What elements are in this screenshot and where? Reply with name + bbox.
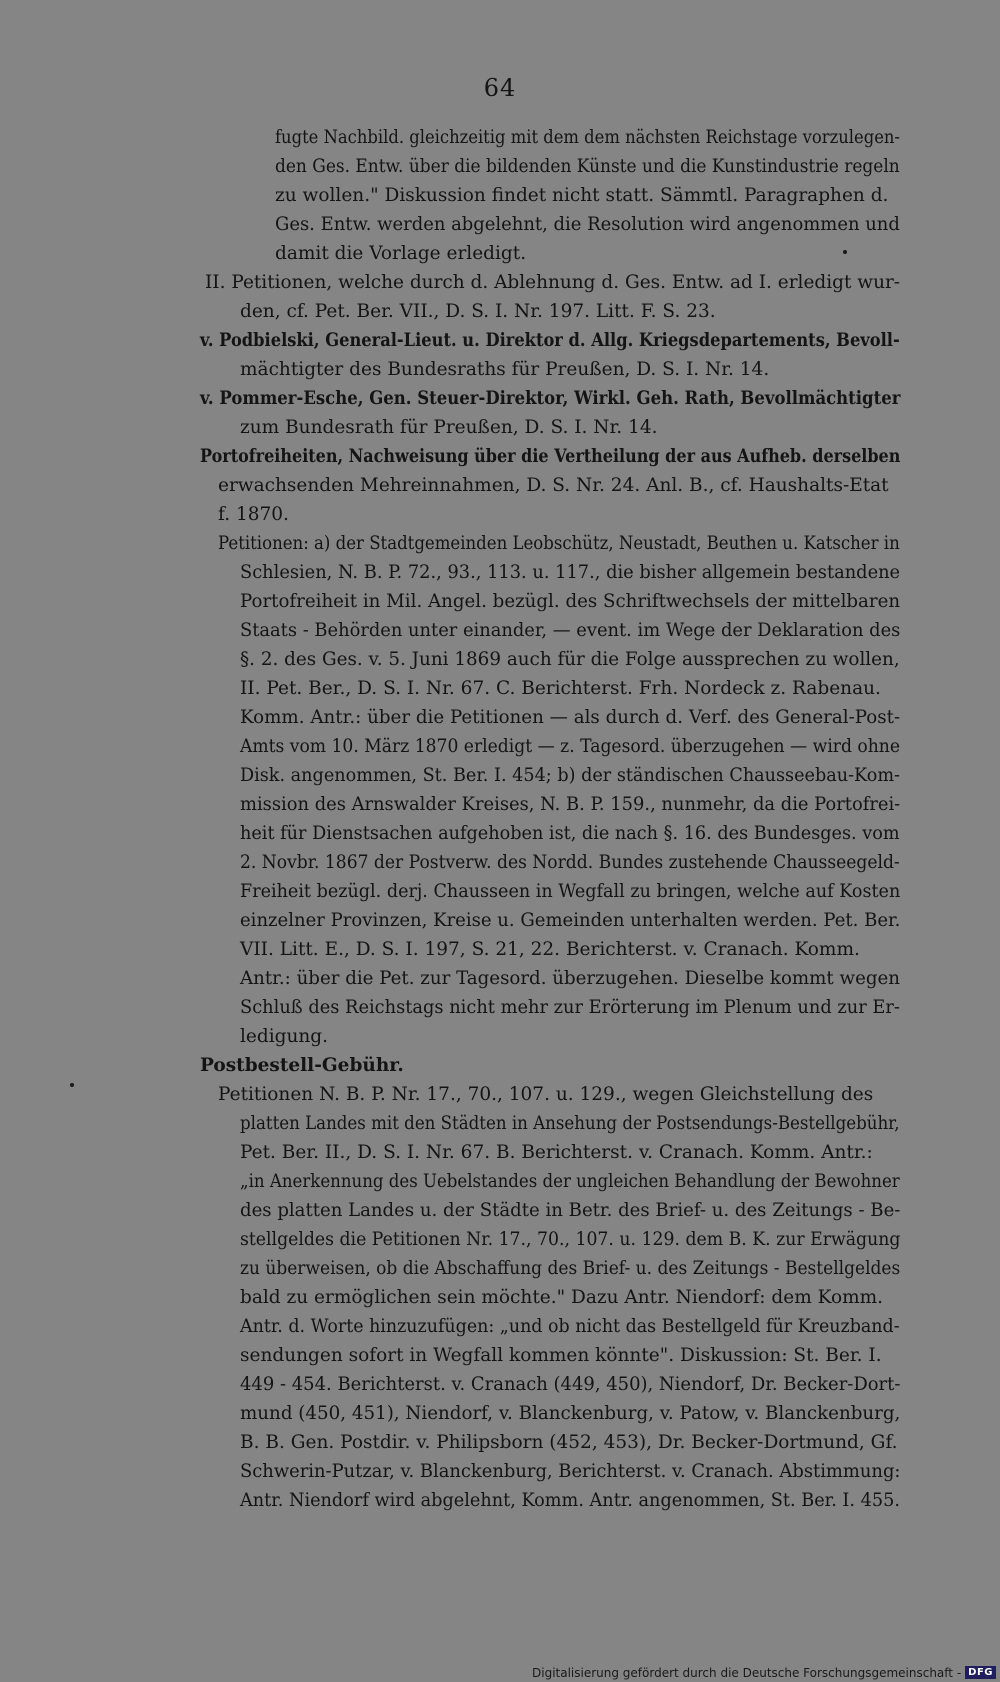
text-line: einzelner Provinzen, Kreise u. Gemeinden unterhalten werden. Pet. Ber. <box>240 910 901 931</box>
text-line: mission des Arnswalder Kreises, N. B. P. 159., nunmehr, da die Portofrei- <box>240 794 901 815</box>
text-line: stellgeldes die Petitionen Nr. 17., 70., 107. u. 129. dem B. K. zur Erwägung <box>240 1229 901 1250</box>
text-line: ledigung. <box>240 1026 329 1047</box>
text-line: erwachsenden Mehreinnahmen, D. S. Nr. 24. Anl. B., cf. Haushalts-Etat <box>218 475 889 496</box>
text-line: den Ges. Entw. über die bildenden Künste und die Kunstindustrie regeln <box>275 156 900 177</box>
text-line: Komm. Antr.: über die Petitionen — als durch d. Verf. des General-Post- <box>240 707 901 728</box>
text-line: zu wollen." Diskussion findet nicht statt. Sämmtl. Paragraphen d. <box>275 185 889 206</box>
text-line: „in Anerkennung des Uebelstandes der ungleichen Behandlung der Bewohner <box>240 1171 900 1192</box>
text-line: VII. Litt. E., D. S. I. 197, S. 21, 22. Berichterst. v. Cranach. Komm. <box>240 939 860 960</box>
dfg-logo-icon: DFG <box>965 1666 996 1679</box>
text-line: platten Landes mit den Städten in Ansehung der Postsendungs-Bestellgebühr, <box>240 1113 900 1134</box>
text-line: II. Petitionen, welche durch d. Ablehnung d. Ges. Entw. ad I. erledigt wur- <box>205 272 901 293</box>
text-line: 449 - 454. Berichterst. v. Cranach (449, 450), Niendorf, Dr. Becker-Dort- <box>240 1374 901 1395</box>
scan-speck <box>70 1083 74 1087</box>
text-line: Schluß des Reichstags nicht mehr zur Erörterung im Plenum und zur Er- <box>240 997 900 1018</box>
text-line: sendungen sofort in Wegfall kommen könnte". Diskussion: St. Ber. I. <box>240 1345 882 1366</box>
text-line: Petitionen N. B. P. Nr. 17., 70., 107. u. 129., wegen Gleichstellung des <box>218 1084 874 1105</box>
text-line: Staats - Behörden unter einander, — event. im Wege der Deklaration des <box>240 620 901 641</box>
text-line: II. Pet. Ber., D. S. I. Nr. 67. C. Berichterst. Frh. Nordeck z. Rabenau. <box>240 678 881 699</box>
text-line: Antr. Niendorf wird abgelehnt, Komm. Antr. angenommen, St. Ber. I. 455. <box>240 1490 900 1511</box>
footer-credit-text: Digitalisierung gefördert durch die Deutsche Forschungsgemeinschaft - <box>532 1665 962 1680</box>
text-line: mächtigter des Bundesraths für Preußen, D. S. I. Nr. 14. <box>240 359 770 380</box>
text-line: den, cf. Pet. Ber. VII., D. S. I. Nr. 197. Litt. F. S. 23. <box>240 301 716 322</box>
text-line: Schwerin-Putzar, v. Blanckenburg, Berichterst. v. Cranach. Abstimmung: <box>240 1461 901 1482</box>
digitization-footer <box>532 1663 996 1682</box>
text-line: §. 2. des Ges. v. 5. Juni 1869 auch für die Folge aussprechen zu wollen, <box>240 649 900 670</box>
text-line: Petitionen: a) der Stadtgemeinden Leobschütz, Neustadt, Beuthen u. Katscher in <box>218 533 900 554</box>
text-line: fugte Nachbild. gleichzeitig mit dem dem nächsten Reichstage vorzulegen- <box>275 127 900 148</box>
text-line: heit für Dienstsachen aufgehoben ist, die nach §. 16. des Bundesges. vom <box>240 823 900 844</box>
text-line: Ges. Entw. werden abgelehnt, die Resolution wird angenommen und <box>275 214 900 235</box>
text-line: bald zu ermöglichen sein möchte." Dazu Antr. Niendorf: dem Komm. <box>240 1287 884 1308</box>
text-line: Freiheit bezügl. derj. Chausseen in Wegfall zu bringen, welche auf Kosten <box>240 881 901 902</box>
text-line: f. 1870. <box>218 504 289 525</box>
text-line: mund (450, 451), Niendorf, v. Blanckenburg, v. Patow, v. Blanckenburg, <box>240 1403 901 1424</box>
text-line: Schlesien, N. B. P. 72., 93., 113. u. 117., die bisher allgemein bestandene <box>240 562 901 583</box>
text-line: des platten Landes u. der Städte in Betr. des Brief- u. des Zeitungs - Be- <box>240 1200 901 1221</box>
section-heading: Postbestell-Gebühr. <box>200 1055 404 1076</box>
entry-heading-line: v. Podbielski, General-Lieut. u. Direktor d. Allg. Kriegsdepartements, Bevoll- <box>200 330 900 351</box>
text-line: Amts vom 10. März 1870 erledigt — z. Tagesord. überzugehen — wird ohne <box>240 736 901 757</box>
text-line: Portofreiheit in Mil. Angel. bezügl. des Schriftwechsels der mittelbaren <box>240 591 901 612</box>
text-line: damit die Vorlage erledigt. <box>275 243 527 264</box>
text-line: 2. Novbr. 1867 der Postverw. des Nordd. Bundes zustehende Chausseegeld- <box>240 852 900 873</box>
text-line: Pet. Ber. II., D. S. I. Nr. 67. B. Berichterst. v. Cranach. Komm. Antr.: <box>240 1142 873 1163</box>
text-line: zu überweisen, ob die Abschaffung des Brief- u. des Zeitungs - Bestellgeldes <box>240 1258 901 1279</box>
text-line: Antr. d. Worte hinzuzufügen: „und ob nicht das Bestellgeld für Kreuzband- <box>240 1316 900 1337</box>
scan-speck <box>843 250 847 254</box>
text-line: Antr.: über die Pet. zur Tagesord. überzugehen. Dieselbe kommt wegen <box>240 968 900 989</box>
text-line: B. B. Gen. Postdir. v. Philipsborn (452, 453), Dr. Becker-Dortmund, Gf. <box>240 1432 898 1453</box>
entry-heading-line: Portofreiheiten, Nachweisung über die Vertheilung der aus Aufheb. derselben <box>200 446 901 467</box>
text-line: zum Bundesrath für Preußen, D. S. I. Nr. 14. <box>240 417 658 438</box>
text-line: Disk. angenommen, St. Ber. I. 454; b) der ständischen Chausseebau-Kom- <box>240 765 900 786</box>
entry-heading-line: v. Pommer-Esche, Gen. Steuer-Direktor, Wirkl. Geh. Rath, Bevollmächtigter <box>200 388 901 409</box>
page-number: 64 <box>483 74 517 102</box>
